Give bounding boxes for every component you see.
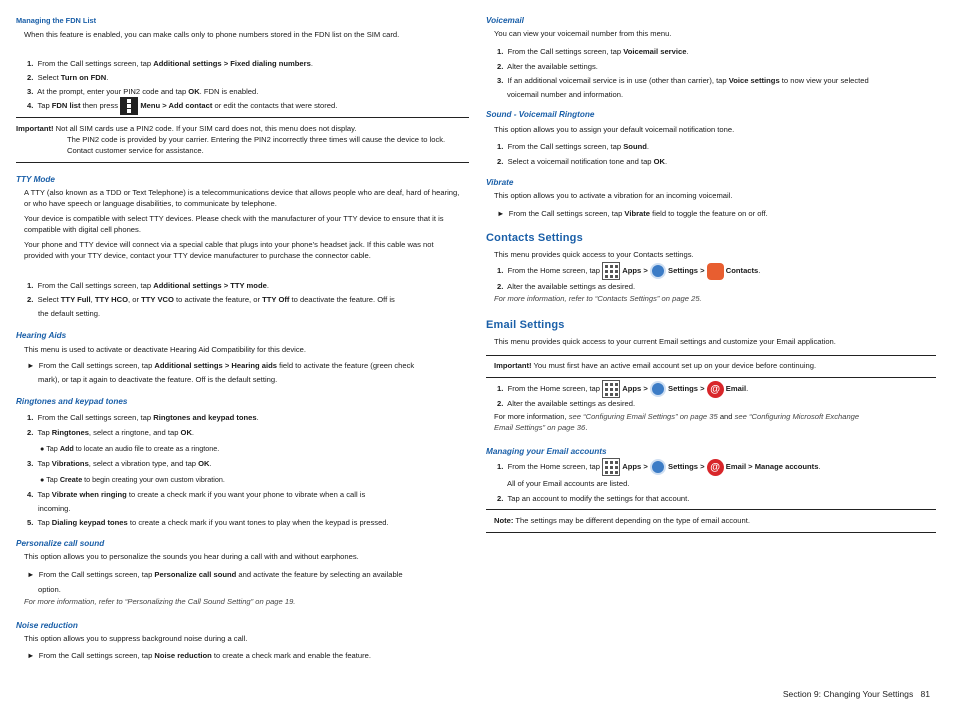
fdn-step-1: 1. From the Call settings screen, tap Additional settings > Fixed dialing numbers. (27, 59, 313, 68)
contacts-settings-heading: Contacts Settings (486, 232, 583, 244)
apps-grid-dot (605, 471, 608, 474)
footer-section: Section 9: Changing Your Settings (782, 689, 914, 699)
apps-grid-dot (605, 466, 608, 469)
page-footer (783, 689, 930, 699)
apps-grid-dot (615, 275, 618, 278)
ringtones-step-1: 1. From the Call settings screen, tap Ringtones and keypad tones. (27, 413, 259, 422)
divider (16, 162, 469, 163)
apps-grid-dot (615, 270, 618, 273)
voicemail-step-2: 2. Alter the available settings. (497, 62, 598, 71)
sound-step-2: 2. Select a voicemail notification tone and tap OK. (497, 157, 668, 166)
tty-step-2-cont: the default setting. (38, 309, 101, 318)
email-more: For more information, see “Configuring Email Settings” on page 35 and see “Configuring Microsoft Exchange (494, 412, 860, 421)
contacts-p1: This menu provides quick access to your Contacts settings. (494, 250, 694, 259)
noise-p1: This option allows you to suppress background noise during a call. (24, 634, 248, 643)
voicemail-heading: Voicemail (486, 16, 524, 25)
apps-grid-dot (610, 275, 613, 278)
hearing-step: ► From the Call settings screen, tap Additional settings > Hearing aids field to activate the feature (green check (27, 361, 415, 370)
tty-p3: Your phone and TTY device will connect via a special cable that plugs into your phone’s headset jack. If this cable was not provided with your TTY device, contact your TTY device manufacturer to purchase the connector cable. (24, 240, 434, 260)
vibrate-step: ► From the Call settings screen, tap Vibrate field to toggle the feature on or off. (497, 209, 768, 218)
ringtones-bullet-1: ● Tap Add to locate an audio file to create as a ringtone. (40, 444, 220, 453)
apps-grid-dot (610, 461, 613, 464)
fdn-step-4: 4. Tap FDN list then press Menu > Add contact or edit the contacts that were stored. (27, 97, 469, 115)
apps-grid-dot (610, 471, 613, 474)
apps-icon (602, 458, 620, 476)
settings-icon (650, 263, 666, 279)
divider (486, 377, 936, 378)
fdn-step-3: 3. At the prompt, enter your PIN2 code and tap OK. FDN is enabled. (27, 87, 259, 96)
voicemail-step-3-cont: voicemail number and information. (507, 90, 624, 99)
page-number: 81 (920, 689, 930, 699)
apps-grid-dot (605, 265, 608, 268)
email-p1: This menu provides quick access to your current Email settings and customize your Email application. (494, 337, 836, 346)
ringtones-heading: Ringtones and keypad tones (16, 397, 128, 406)
voicemail-step-1: 1. From the Call settings screen, tap Voicemail service. (497, 47, 689, 56)
apps-grid-dot (615, 383, 618, 386)
apps-grid-dot (615, 393, 618, 396)
apps-grid-dot (615, 461, 618, 464)
manage-note: Note: The settings may be different depending on the type of email account. (494, 516, 750, 525)
fdn-important: Important! Not all SIM cards use a PIN2 code. If your SIM card does not, this menu does not display. (16, 124, 357, 133)
menu-icon (120, 97, 138, 115)
vibrate-heading: Vibrate (486, 178, 514, 187)
voicemail-p1: You can view your voicemail number from this menu. (494, 29, 672, 38)
hearing-heading: Hearing Aids (16, 331, 67, 340)
apps-grid-dot (605, 275, 608, 278)
email-more-cont: Email Settings” on page 36. (494, 423, 588, 432)
sound-step-1: 1. From the Call settings screen, tap Sound. (497, 142, 649, 151)
apps-grid-dot (605, 393, 608, 396)
contacts-icon (707, 263, 724, 280)
email-settings-heading: Email Settings (486, 319, 565, 331)
noise-step: ► From the Call settings screen, tap Noise reduction to create a check mark and enable the feature. (27, 651, 371, 660)
fdn-intro: When this feature is enabled, you can make calls only to phone numbers stored in the FDN list on the SIM card. (24, 30, 400, 39)
apps-icon (602, 380, 620, 398)
personalize-more: For more information, refer to “Personalizing the Call Sound Setting” on page 19. (24, 597, 296, 606)
apps-grid-dot (605, 383, 608, 386)
apps-grid-dot (615, 265, 618, 268)
apps-grid-dot (605, 388, 608, 391)
email-icon: @ (707, 459, 724, 476)
ringtones-step-2: 2. Tap Ringtones, select a ringtone, and tap OK. (27, 428, 195, 437)
email-important: Important! You must first have an active email account set up on your device before continuing. (494, 361, 817, 370)
personalize-step: ► From the Call settings screen, tap Personalize call sound and activate the feature by selecting an available (27, 570, 403, 579)
divider (486, 532, 936, 533)
contacts-more: For more information, refer to “Contacts Settings” on page 25. (494, 294, 702, 303)
ringtones-step-4-cont: incoming. (38, 504, 71, 513)
tty-p1: A TTY (also known as a TDD or Text Telephone) is a telecommunications device that allows people who are deaf, hard of hearing, or who have speech or language disabilities, to communicate by telephone. (24, 188, 460, 208)
noise-heading: Noise reduction (16, 621, 78, 630)
fdn-step-2: 2. Select Turn on FDN. (27, 73, 109, 82)
ringtones-step-4: 4. Tap Vibrate when ringing to create a check mark if you want your phone to vibrate when a call is (27, 490, 366, 499)
contacts-step-2: 2. Alter the available settings as desired. (497, 282, 636, 291)
apps-grid-dot (610, 466, 613, 469)
sound-heading: Sound - Voicemail Ringtone (486, 110, 595, 119)
apps-grid-dot (610, 383, 613, 386)
manage-accounts-heading: Managing your Email accounts (486, 447, 607, 456)
manage-step-2: 2. Tap an account to modify the settings for that account. (497, 494, 690, 503)
apps-grid-dot (605, 270, 608, 273)
vibrate-p1: This option allows you to activate a vibration for an incoming voicemail. (494, 191, 733, 200)
divider (16, 117, 469, 118)
divider (486, 355, 936, 356)
contacts-step-1: 1. From the Home screen, tap Apps > Settings > Contacts. (497, 262, 936, 280)
personalize-heading: Personalize call sound (16, 539, 105, 548)
settings-icon (650, 459, 666, 475)
ringtones-bullet-2: ● Tap Create to begin creating your own custom vibration. (40, 475, 225, 484)
email-step-1: 1. From the Home screen, tap Apps > Settings > @ Email. (497, 380, 936, 398)
apps-grid-dot (615, 466, 618, 469)
apps-grid-dot (610, 388, 613, 391)
apps-icon (602, 262, 620, 280)
settings-icon (650, 381, 666, 397)
personalize-p1: This option allows you to personalize the sounds you hear during a call with and without earphones. (24, 552, 359, 561)
manage-step-1: 1. From the Home screen, tap Apps > Settings > @ Email > Manage accounts. (497, 458, 936, 476)
tty-step-2: 2. Select TTY Full, TTY HCO, or TTY VCO to activate the feature, or TTY Off to deactivate the feature. Off is (27, 295, 395, 304)
ringtones-step-5: 5. Tap Dialing keypad tones to create a check mark if you want tones to play when the keypad is pressed. (27, 518, 389, 527)
personalize-step-cont: option. (38, 585, 61, 594)
apps-grid-dot (615, 388, 618, 391)
apps-grid-dot (610, 265, 613, 268)
sound-p1: This option allows you to assign your default voicemail notification tone. (494, 125, 735, 134)
fdn-heading: Managing the FDN List (16, 16, 97, 25)
email-icon: @ (707, 381, 724, 398)
divider (486, 509, 936, 510)
ringtones-step-3: 3. Tap Vibrations, select a vibration type, and tap OK. (27, 459, 212, 468)
apps-grid-dot (610, 393, 613, 396)
email-step-2: 2. Alter the available settings as desired. (497, 399, 636, 408)
apps-grid-dot (610, 270, 613, 273)
tty-step-1: 1. From the Call settings screen, tap Additional settings > TTY mode. (27, 281, 269, 290)
tty-p2: Your device is compatible with select TTY devices. Please check with the manufacturer of your TTY device to ensure that it is compatible with digital cell phones. (24, 214, 444, 234)
voicemail-step-3: 3. If an additional voicemail service is in use (other than carrier), tap Voice settings to now view your selected (497, 76, 869, 85)
tty-heading: TTY Mode (16, 175, 55, 184)
manage-step-1-cont: All of your Email accounts are listed. (507, 479, 630, 488)
apps-grid-dot (605, 461, 608, 464)
hearing-p1: This menu is used to activate or deactivate Hearing Aid Compatibility for this device. (24, 345, 306, 354)
hearing-step-cont: mark), or tap it again to deactivate the feature. Off is the default setting. (38, 375, 278, 384)
apps-grid-dot (615, 471, 618, 474)
fdn-important-cont: The PIN2 code is provided by your carrier. Entering the PIN2 incorrectly three times will cause the device to lock. Contact customer service for assistance. (67, 135, 446, 155)
